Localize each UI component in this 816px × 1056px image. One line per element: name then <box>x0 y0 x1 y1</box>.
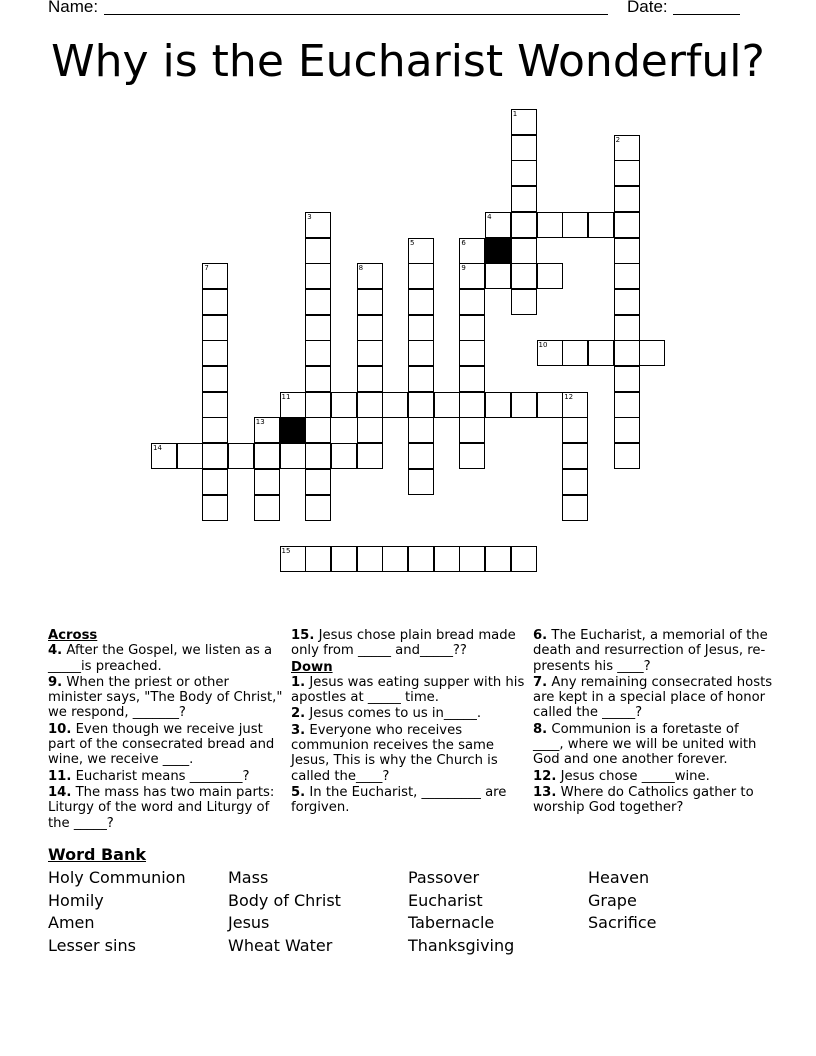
word-bank-item: Grape <box>588 891 637 910</box>
grid-cell[interactable] <box>562 495 588 521</box>
clues-column-2 <box>291 628 525 817</box>
grid-cell[interactable] <box>305 289 331 315</box>
grid-cell[interactable] <box>511 546 537 572</box>
grid-cell[interactable] <box>614 238 640 264</box>
grid-cell[interactable] <box>254 469 280 495</box>
grid-cell[interactable] <box>562 417 588 443</box>
down-clue: 12. Jesus chose _____wine. <box>533 768 710 784</box>
grid-cell[interactable] <box>408 289 434 315</box>
grid-cell[interactable] <box>459 340 485 366</box>
grid-cell[interactable] <box>614 289 640 315</box>
word-bank-item: Homily <box>48 891 104 910</box>
grid-cell[interactable] <box>485 212 511 238</box>
grid-cell[interactable] <box>357 289 383 315</box>
down-clue: 6. The Eucharist, a memorial of the death and resurrection of Jesus, re-presents his ____? <box>533 628 768 674</box>
clues-column-1 <box>48 628 284 832</box>
word-bank-item: Wheat Water <box>228 936 333 955</box>
grid-cell[interactable] <box>177 443 203 469</box>
grid-cell[interactable] <box>305 546 331 572</box>
grid-cell[interactable] <box>382 546 408 572</box>
grid-cell[interactable] <box>511 212 537 238</box>
grid-cell[interactable] <box>537 340 563 366</box>
across-clue: 4. After the Gospel, we listen as a _____is preached. <box>48 643 273 674</box>
clue-number: 8 <box>358 264 364 273</box>
grid-cell[interactable] <box>305 315 331 341</box>
grid-cell[interactable] <box>614 160 640 186</box>
clue-number: 1 <box>512 110 518 118</box>
grid-cell[interactable] <box>434 392 460 418</box>
grid-cell[interactable] <box>305 340 331 366</box>
grid-cell[interactable] <box>511 289 537 315</box>
grid-cell[interactable] <box>562 392 588 418</box>
clue-number: 4 <box>487 212 492 221</box>
grid-cell[interactable] <box>459 289 485 315</box>
grid-cell[interactable] <box>562 443 588 469</box>
grid-cell[interactable] <box>202 289 228 315</box>
grid-cell[interactable] <box>202 443 228 469</box>
grid-cell[interactable] <box>459 315 485 341</box>
grid-cell[interactable] <box>408 443 434 469</box>
grid-cell[interactable] <box>331 443 357 469</box>
grid-cell[interactable] <box>305 417 331 443</box>
grid-cell[interactable] <box>408 469 434 495</box>
grid-cell[interactable] <box>305 263 331 289</box>
down-clue: 5. In the Eucharist, _________ are forgiven. <box>291 784 507 816</box>
grid-cell[interactable] <box>434 546 460 572</box>
clue-number: 15 <box>281 546 291 555</box>
grid-cell[interactable] <box>357 366 383 392</box>
word-bank-title: Word Bank <box>48 845 147 864</box>
down-clue: 8. Communion is a foretaste of ____, where we will be united with God and one another forever. <box>533 721 757 768</box>
grid-cell[interactable] <box>614 212 640 238</box>
grid-cell[interactable] <box>408 238 434 264</box>
grid-cell[interactable] <box>408 366 434 392</box>
clue-number: 13 <box>255 418 265 427</box>
across-heading: Across <box>48 628 98 643</box>
grid-cell[interactable] <box>511 186 537 212</box>
grid-cell[interactable] <box>408 263 434 289</box>
word-bank-item: Tabernacle <box>408 913 495 932</box>
grid-cell[interactable] <box>614 417 640 443</box>
grid-cell[interactable] <box>254 495 280 521</box>
grid-cell[interactable] <box>254 443 280 469</box>
grid-cell[interactable] <box>408 315 434 341</box>
grid-cell[interactable] <box>459 443 485 469</box>
grid-cell[interactable] <box>357 263 383 289</box>
clue-number: 6 <box>461 238 466 247</box>
grid-cell[interactable] <box>511 263 537 289</box>
grid-cell[interactable] <box>382 392 408 418</box>
grid-cell[interactable] <box>331 546 357 572</box>
grid-cell[interactable] <box>537 392 563 418</box>
word-bank-item: Thanksgiving <box>408 936 515 955</box>
grid-cell[interactable] <box>511 109 537 135</box>
across-clue: 15. Jesus chose plain bread made only from _____ and_____?? <box>291 628 516 659</box>
grid-cell[interactable] <box>305 469 331 495</box>
grid-cell[interactable] <box>305 238 331 264</box>
grid-cell[interactable] <box>511 160 537 186</box>
grid-cell[interactable] <box>588 212 614 238</box>
grid-cell[interactable] <box>408 392 434 418</box>
grid-cell[interactable] <box>408 340 434 366</box>
clue-number: 2 <box>615 135 621 144</box>
grid-cell[interactable] <box>331 392 357 418</box>
word-bank-item: Body of Christ <box>228 891 341 910</box>
clue-number: 10 <box>538 341 548 350</box>
word-bank-item: Eucharist <box>408 891 483 910</box>
grid-cell[interactable] <box>151 443 177 469</box>
grid-cell[interactable] <box>357 315 383 341</box>
clue-number: 5 <box>410 238 415 247</box>
word-bank-item: Mass <box>228 868 269 887</box>
grid-cell[interactable] <box>459 392 485 418</box>
grid-cell[interactable] <box>357 546 383 572</box>
grid-cell[interactable] <box>588 340 614 366</box>
across-clue: 10. Even though we receive just part of the consecrated bread and wine, we receive ____. <box>48 721 275 768</box>
down-heading: Down <box>291 659 333 675</box>
word-bank-item: Holy Communion <box>48 868 186 887</box>
grid-cell[interactable] <box>459 366 485 392</box>
down-clue: 13. Where do Catholics gather to worship God together? <box>533 784 754 816</box>
grid-cell[interactable] <box>202 340 228 366</box>
grid-cell[interactable] <box>459 417 485 443</box>
grid-cell[interactable] <box>459 238 485 264</box>
grid-block <box>485 238 511 264</box>
grid-cell[interactable] <box>614 315 640 341</box>
grid-cell[interactable] <box>562 469 588 495</box>
grid-cell[interactable] <box>202 392 228 418</box>
grid-cell[interactable] <box>511 238 537 264</box>
grid-cell[interactable] <box>485 546 511 572</box>
grid-cell[interactable] <box>305 443 331 469</box>
grid-cell[interactable] <box>614 366 640 392</box>
grid-cell[interactable] <box>357 417 383 443</box>
grid-cell[interactable] <box>537 212 563 238</box>
grid-cell[interactable] <box>202 263 228 289</box>
grid-cell[interactable] <box>280 546 306 572</box>
clues-column-3 <box>533 628 773 817</box>
grid-cell[interactable] <box>485 392 511 418</box>
word-bank-item: Heaven <box>588 868 650 887</box>
across-clue: 9. When the priest or other minister says, "The Body of Christ," we respond, _______? <box>48 674 283 721</box>
clue-number: 3 <box>307 212 312 221</box>
grid-cell[interactable] <box>305 366 331 392</box>
grid-cell[interactable] <box>614 135 640 161</box>
down-clue: 1. Jesus was eating supper with his apostles at _____ time. <box>291 674 525 706</box>
grid-block <box>280 417 306 443</box>
across-clue: 14. The mass has two main parts: Liturgy of the word and Liturgy of the _____? <box>48 784 275 831</box>
grid-cell[interactable] <box>459 546 485 572</box>
clue-number: 12 <box>564 392 574 401</box>
clue-number: 7 <box>204 264 209 273</box>
down-clue: 3. Everyone who receives communion receives the same Jesus, This is why the Church is called the____? <box>291 722 498 784</box>
word-bank-item: Jesus <box>228 913 270 932</box>
down-clue: 2. Jesus comes to us in_____. <box>291 706 482 722</box>
grid-cell[interactable] <box>280 392 306 418</box>
grid-cell[interactable] <box>485 263 511 289</box>
grid-cell[interactable] <box>202 495 228 521</box>
grid-cell[interactable] <box>511 135 537 161</box>
grid-cell[interactable] <box>614 186 640 212</box>
grid-cell[interactable] <box>202 366 228 392</box>
name-label: Name: <box>48 0 99 16</box>
clue-number: 9 <box>461 264 466 273</box>
grid-cell[interactable] <box>614 392 640 418</box>
clue-number: 11 <box>281 392 291 401</box>
grid-cell[interactable] <box>202 417 228 443</box>
grid-cell[interactable] <box>459 263 485 289</box>
page-title: Why is the Eucharist Wonderful? <box>51 36 765 87</box>
grid-cell[interactable] <box>562 340 588 366</box>
word-bank-item: Lesser sins <box>48 936 136 955</box>
grid-cell[interactable] <box>537 263 563 289</box>
grid-cell[interactable] <box>228 443 254 469</box>
grid-cell[interactable] <box>614 443 640 469</box>
grid-cell[interactable] <box>408 546 434 572</box>
grid-cell[interactable] <box>305 392 331 418</box>
grid-cell[interactable] <box>280 443 306 469</box>
grid-cell[interactable] <box>408 417 434 443</box>
date-label: Date: <box>627 0 668 16</box>
grid-cell[interactable] <box>357 392 383 418</box>
word-bank-item: Amen <box>48 913 95 932</box>
grid-cell[interactable] <box>357 340 383 366</box>
grid-cell[interactable] <box>254 417 280 443</box>
grid-cell[interactable] <box>614 340 640 366</box>
grid-cell[interactable] <box>202 469 228 495</box>
grid-cell[interactable] <box>305 495 331 521</box>
grid-cell[interactable] <box>639 340 665 366</box>
grid-cell[interactable] <box>562 212 588 238</box>
grid-cell[interactable] <box>357 443 383 469</box>
word-bank-item: Sacrifice <box>588 913 657 932</box>
grid-cell[interactable] <box>202 315 228 341</box>
grid-cell[interactable] <box>511 392 537 418</box>
word-bank-item: Passover <box>408 868 480 887</box>
grid-cell[interactable] <box>305 212 331 238</box>
down-clue: 7. Any remaining consecrated hosts are kept in a special place of honor called the _____? <box>533 674 773 721</box>
clue-number: 14 <box>153 444 162 453</box>
grid-cell[interactable] <box>614 263 640 289</box>
across-clue: 11. Eucharist means ________? <box>48 768 250 784</box>
